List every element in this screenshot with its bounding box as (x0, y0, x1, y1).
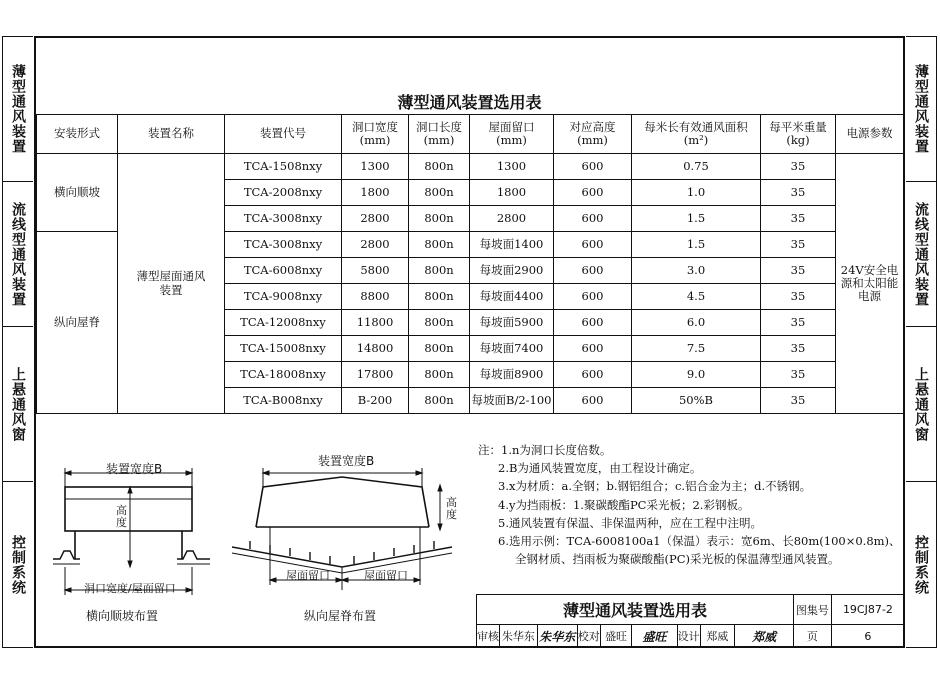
table-cell: 1300 (342, 154, 409, 180)
table-row (37, 154, 904, 180)
table-cell: 5800 (342, 258, 409, 284)
table-cell: 1800 (342, 180, 409, 206)
table-cell: 1.0 (632, 180, 761, 206)
table-cell: B-200 (342, 388, 409, 414)
table-cell: 800n (409, 310, 470, 336)
table-header-row (37, 115, 904, 154)
table-cell: TCA-6008nxy (225, 258, 342, 284)
table-cell: 2800 (342, 206, 409, 232)
notes-block (478, 441, 901, 568)
atlas-number: 19CJ87-2 (831, 595, 904, 625)
table-cell: 800n (409, 154, 470, 180)
table-cell: 1.5 (632, 232, 761, 258)
table-cell: 600 (554, 336, 632, 362)
table-cell: 800n (409, 336, 470, 362)
atlas-label: 图集号 (793, 595, 831, 625)
header-power: 电源参数 (836, 115, 904, 154)
table-cell: 600 (554, 206, 632, 232)
table-cell: TCA-B008nxy (225, 388, 342, 414)
table-cell: 800n (409, 362, 470, 388)
table-cell: TCA-9008nxy (225, 284, 342, 310)
table-cell: 每坡面4400 (470, 284, 554, 310)
right-opening-right: 屋面留口 (364, 569, 408, 582)
right-opening-left: 屋面留口 (286, 569, 330, 582)
page-label: 页 (793, 625, 831, 648)
table-cell: 每坡面2900 (470, 258, 554, 284)
left-caption: 横向顺坡布置 (86, 609, 159, 623)
table-cell: 每坡面7400 (470, 336, 554, 362)
tab-top-hung-window[interactable]: 上悬通风窗 (3, 327, 33, 482)
table-cell: 600 (554, 258, 632, 284)
tab-streamline-ventilator[interactable]: 流线型通风装置 (906, 182, 936, 327)
table-cell: 6.0 (632, 310, 761, 336)
table-cell: TCA-18008nxy (225, 362, 342, 388)
tab-top-hung-window[interactable]: 上悬通风窗 (906, 327, 936, 482)
table-cell: TCA-15008nxy (225, 336, 342, 362)
titleblock-title: 薄型通风装置选用表 (477, 595, 794, 625)
table-cell: TCA-2008nxy (225, 180, 342, 206)
table-cell: 每坡面8900 (470, 362, 554, 388)
tab-thin-ventilator[interactable]: 薄型通风装置 (3, 37, 33, 182)
table-cell: TCA-1508nxy (225, 154, 342, 180)
designer-signature: 郑威 (735, 625, 794, 648)
table-cell: 35 (761, 206, 836, 232)
table-cell: 8800 (342, 284, 409, 310)
table-cell: 600 (554, 180, 632, 206)
tab-control-system[interactable]: 控制系统 (913, 534, 929, 595)
table-cell: 800n (409, 258, 470, 284)
table-cell: 800n (409, 232, 470, 258)
table-cell: 每坡面5900 (470, 310, 554, 336)
note-line: 2.B为通风装置宽度，由工程设计确定。 (498, 461, 702, 476)
left-width-label: 装置宽度B (106, 462, 163, 476)
check-label: 校对 (577, 625, 600, 648)
table-cell: 600 (554, 284, 632, 310)
table-cell: 600 (554, 154, 632, 180)
power-cell: 24V安全电源和太阳能电源 (836, 154, 904, 414)
left-height-label: 高度 (116, 504, 127, 529)
title-block (476, 594, 905, 648)
table-cell: 9.0 (632, 362, 761, 388)
table-cell: 35 (761, 258, 836, 284)
table-cell: 35 (761, 180, 836, 206)
left-section-tabs (2, 36, 33, 648)
checker-signature: 盛旺 (632, 625, 677, 648)
table-cell: 35 (761, 336, 836, 362)
table-cell: 35 (761, 362, 836, 388)
install-type-cell: 横向顺坡 (37, 154, 118, 232)
right-height-label: 高度 (446, 496, 457, 521)
table-cell: 11800 (342, 310, 409, 336)
table-cell: 1300 (470, 154, 554, 180)
header-install: 安装形式 (37, 115, 118, 154)
right-width-label: 装置宽度B (318, 454, 375, 468)
header-area: 每米长有效通风面积 (m²) (632, 115, 761, 154)
table-cell: TCA-12008nxy (225, 310, 342, 336)
table-cell: 35 (761, 154, 836, 180)
designer-name: 郑威 (700, 625, 735, 648)
header-height: 对应高度 (mm) (554, 115, 632, 154)
device-name-cell: 薄型屋面通风装置 (118, 154, 225, 414)
table-cell: 3.0 (632, 258, 761, 284)
reviewer-signature: 朱华东 (537, 625, 577, 648)
header-length: 洞口长度 (mm) (409, 115, 470, 154)
design-label: 设计 (677, 625, 700, 648)
table-cell: 50%B (632, 388, 761, 414)
table-cell: 2800 (342, 232, 409, 258)
table-cell: TCA-3008nxy (225, 206, 342, 232)
right-section-tabs (906, 36, 937, 648)
table-cell: 1800 (470, 180, 554, 206)
table-cell: 4.5 (632, 284, 761, 310)
header-width: 洞口宽度 (mm) (342, 115, 409, 154)
header-opening: 屋面留口 (mm) (470, 115, 554, 154)
table-cell: 35 (761, 388, 836, 414)
header-code: 装置代号 (225, 115, 342, 154)
note-line: 6.选用示例：TCA-6008100a1（保温）表示：宽6m、长80m(100×0.8m)、 (498, 534, 901, 549)
table-title: 薄型通风装置选用表 (397, 93, 542, 112)
checker-name: 盛旺 (600, 625, 632, 648)
table-cell: 800n (409, 388, 470, 414)
reviewer-name: 朱华东 (500, 625, 538, 648)
table-cell: 800n (409, 180, 470, 206)
left-bottom-label: 洞口宽度/屋面留口 (84, 582, 176, 595)
table-cell: 35 (761, 232, 836, 258)
table-cell: 2800 (470, 206, 554, 232)
table-cell: 每坡面B/2-100 (470, 388, 554, 414)
header-name: 装置名称 (118, 115, 225, 154)
table-cell: 800n (409, 284, 470, 310)
table-cell: 600 (554, 232, 632, 258)
longitudinal-layout-diagram (230, 455, 460, 615)
header-weight: 每平米重量 (kg) (761, 115, 836, 154)
table-cell: 35 (761, 284, 836, 310)
table-cell: 600 (554, 388, 632, 414)
note-line: 4.y为挡雨板：1.聚碳酸酯PC采光板；2.彩钢板。 (498, 497, 750, 512)
table-cell: 17800 (342, 362, 409, 388)
note-line: 3.x为材质：a.全钢；b.钢铝组合；c.铝合金为主；d.不锈钢。 (498, 479, 812, 494)
note-line: 注：1.n为洞口长度倍数。 (478, 443, 612, 457)
table-cell: 35 (761, 310, 836, 336)
tab-thin-ventilator[interactable]: 薄型通风装置 (906, 37, 936, 182)
table-cell: 14800 (342, 336, 409, 362)
table-cell: 7.5 (632, 336, 761, 362)
table-cell: TCA-3008nxy (225, 232, 342, 258)
selection-table (36, 114, 904, 414)
tab-streamline-ventilator[interactable]: 流线型通风装置 (3, 182, 33, 327)
note-line: 5.通风装置有保温、非保温两种，应在工程中注明。 (498, 515, 762, 530)
table-cell: 1.5 (632, 206, 761, 232)
tab-control-system[interactable]: 控制系统 (10, 534, 26, 595)
note-line: 全钢材质、挡雨板为聚碳酸酯(PC)采光板的保温薄型通风装置。 (515, 552, 840, 567)
table-cell: 800n (409, 206, 470, 232)
table-cell: 600 (554, 362, 632, 388)
table-cell: 600 (554, 310, 632, 336)
install-type-cell: 纵向屋脊 (37, 232, 118, 414)
right-caption: 纵向屋脊布置 (304, 609, 377, 623)
review-label: 审核 (477, 625, 500, 648)
table-cell: 0.75 (632, 154, 761, 180)
table-cell: 每坡面1400 (470, 232, 554, 258)
page-number: 6 (831, 625, 904, 648)
